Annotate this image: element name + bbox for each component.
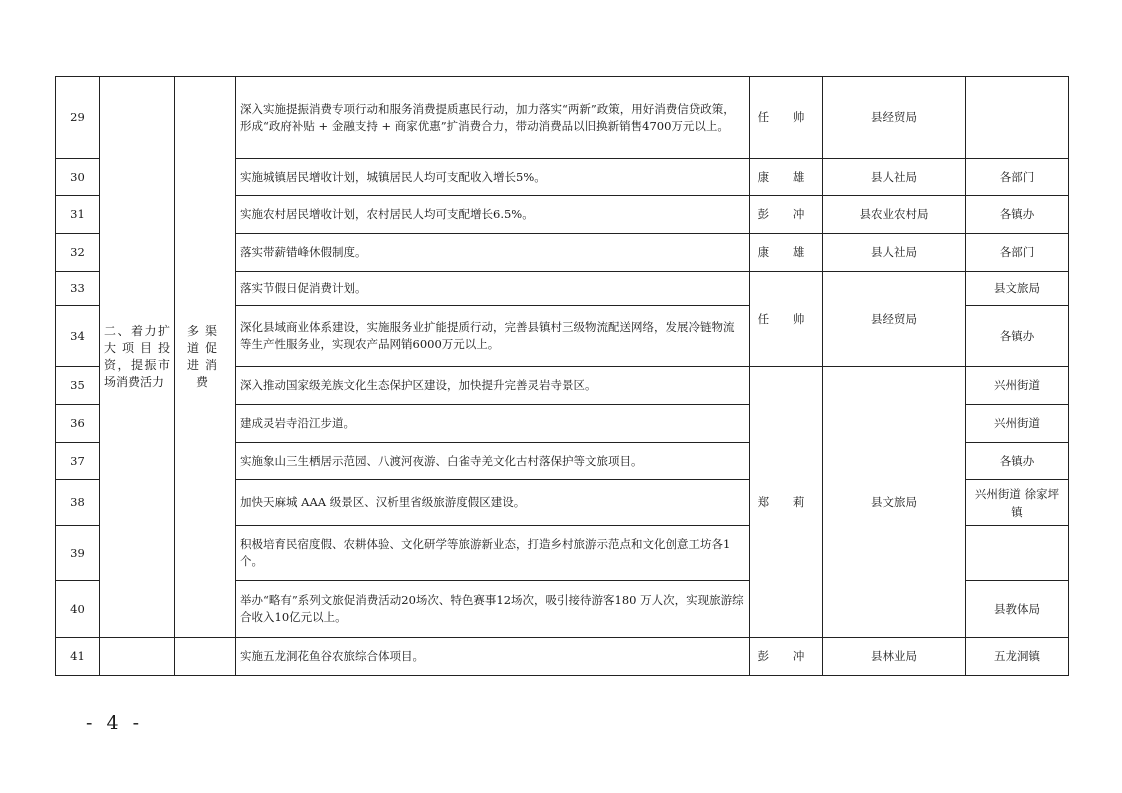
task-cell: 深化县域商业体系建设，实施服务业扩能提质行动，完善县镇村三级物流配送网络，发展冷链物流等生产性服务业，实现农产品网销6000万元以上。 (236, 306, 750, 367)
task-cell: 实施五龙洞花鱼谷农旅综合体项目。 (236, 638, 750, 676)
lead-cell: 任 帅 (750, 272, 823, 367)
category-cell: 二、着力扩大项目投资，提振市场消费活力 (100, 77, 175, 638)
task-cell: 举办“略有”系列文旅促消费活动20场次、特色赛事12场次，吸引接待游客180 万人次，实现旅游综合收入10亿元以上。 (236, 581, 750, 638)
subcategory-cell-empty (175, 638, 236, 676)
table-row (56, 638, 1069, 676)
cooperating-unit-cell: 各镇办 (966, 443, 1069, 480)
responsible-unit-cell: 县人社局 (823, 159, 966, 196)
responsible-unit-cell: 县林业局 (823, 638, 966, 676)
lead-cell: 康 雄 (750, 159, 823, 196)
task-cell: 建成灵岩寺沿江步道。 (236, 405, 750, 443)
subcategory-cell: 多渠道促进消费 (175, 77, 236, 638)
table-row (56, 77, 1069, 159)
responsible-unit-cell: 县经贸局 (823, 77, 966, 159)
cooperating-unit-cell (966, 77, 1069, 159)
task-cell: 落实带薪错峰休假制度。 (236, 234, 750, 272)
row-number: 32 (56, 234, 100, 272)
responsible-unit-cell: 县经贸局 (823, 272, 966, 367)
row-number: 39 (56, 526, 100, 581)
task-table (55, 76, 1069, 676)
cooperating-unit-cell: 各镇办 (966, 306, 1069, 367)
cooperating-unit-cell: 兴州街道 徐家坪镇 (966, 480, 1069, 526)
cooperating-unit-cell: 兴州街道 (966, 367, 1069, 405)
task-cell: 实施城镇居民增收计划，城镇居民人均可支配收入增长5%。 (236, 159, 750, 196)
row-number: 33 (56, 272, 100, 306)
responsible-unit-cell: 县文旅局 (823, 367, 966, 638)
row-number: 34 (56, 306, 100, 367)
task-cell: 积极培育民宿度假、农耕体验、文化研学等旅游新业态，打造乡村旅游示范点和文化创意工坊各1个。 (236, 526, 750, 581)
cooperating-unit-cell: 兴州街道 (966, 405, 1069, 443)
cooperating-unit-cell: 五龙洞镇 (966, 638, 1069, 676)
category-cell-empty (100, 638, 175, 676)
task-cell: 深入推动国家级羌族文化生态保护区建设，加快提升完善灵岩寺景区。 (236, 367, 750, 405)
row-number: 36 (56, 405, 100, 443)
row-number: 41 (56, 638, 100, 676)
row-number: 37 (56, 443, 100, 480)
cooperating-unit-cell: 各部门 (966, 159, 1069, 196)
task-cell: 实施农村居民增收计划，农村居民人均可支配增长6.5%。 (236, 196, 750, 234)
task-cell: 加快天麻城 AAA 级景区、汉析里省级旅游度假区建设。 (236, 480, 750, 526)
cooperating-unit-cell: 各镇办 (966, 196, 1069, 234)
cooperating-unit-cell: 县教体局 (966, 581, 1069, 638)
task-cell: 深入实施提振消费专项行动和服务消费提质惠民行动，加力落实“两新”政策，用好消费信贷政策，形成“政府补贴 + 金融支持 + 商家优惠”扩消费合力，带动消费品以旧换新销售4700万元以上。 (236, 77, 750, 159)
responsible-unit-cell: 县人社局 (823, 234, 966, 272)
task-cell: 落实节假日促消费计划。 (236, 272, 750, 306)
lead-cell: 彭 冲 (750, 638, 823, 676)
row-number: 38 (56, 480, 100, 526)
row-number: 40 (56, 581, 100, 638)
lead-cell: 郑 莉 (750, 367, 823, 638)
cooperating-unit-cell: 各部门 (966, 234, 1069, 272)
row-number: 35 (56, 367, 100, 405)
lead-cell: 康 雄 (750, 234, 823, 272)
responsible-unit-cell: 县农业农村局 (823, 196, 966, 234)
row-number: 31 (56, 196, 100, 234)
row-number: 30 (56, 159, 100, 196)
lead-cell: 任 帅 (750, 77, 823, 159)
cooperating-unit-cell: 县文旅局 (966, 272, 1069, 306)
row-number: 29 (56, 77, 100, 159)
task-cell: 实施象山三生栖居示范园、八渡河夜游、白雀寺羌文化古村落保护等文旅项目。 (236, 443, 750, 480)
cooperating-unit-cell (966, 526, 1069, 581)
lead-cell: 彭 冲 (750, 196, 823, 234)
page-number: - 4 - (86, 712, 144, 734)
